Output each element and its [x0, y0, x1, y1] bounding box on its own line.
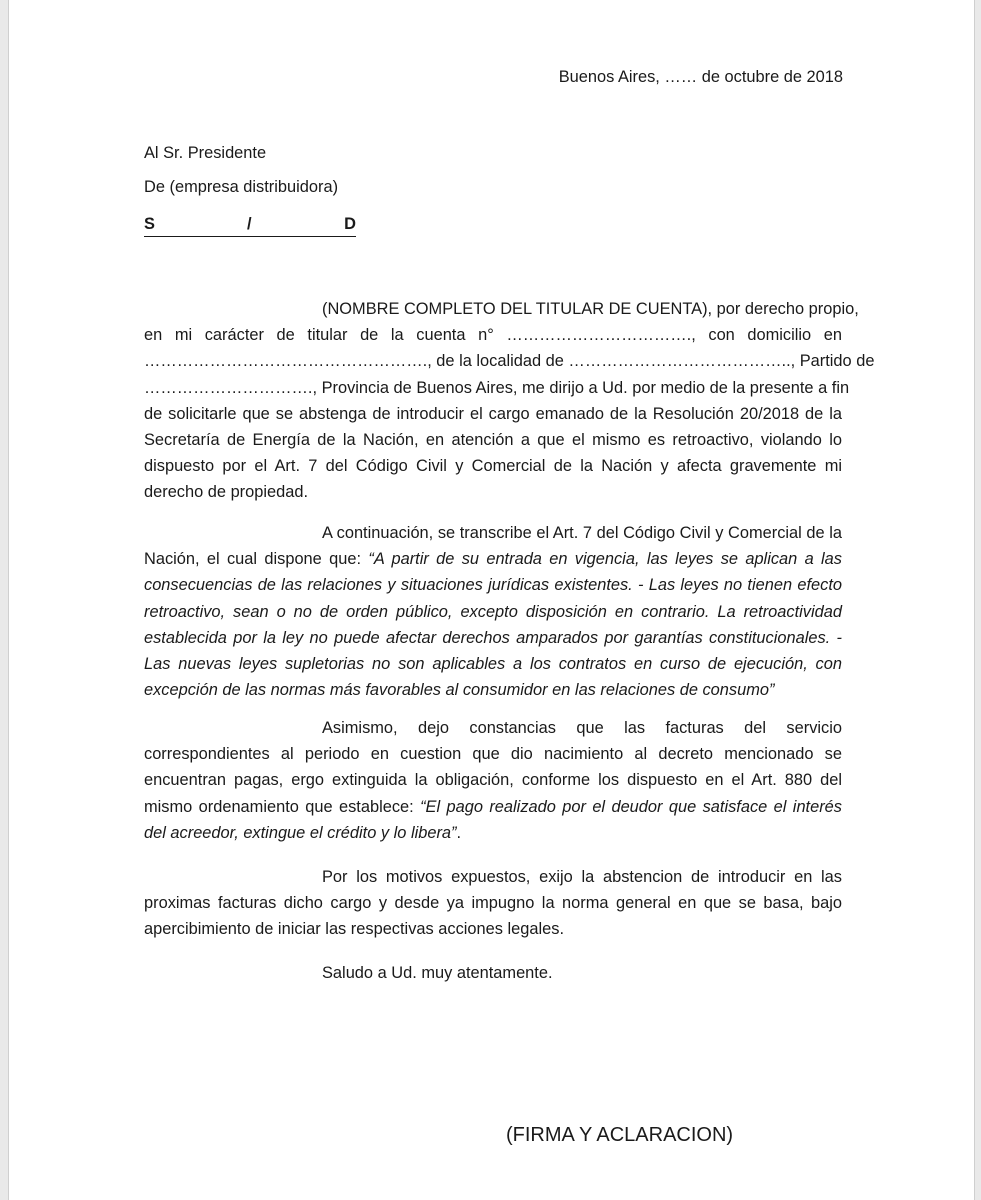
quote-line: consecuencias de las relaciones y situaciones jurídicas existentes. - Las leyes no tienen efecto [144, 576, 842, 595]
paragraph-line: A continuación, se transcribe el Art. 7 del Código Civil y Comercial de la [322, 524, 842, 542]
paragraph-line: Asimismo, dejo constancias que las facturas del servicio [322, 719, 842, 737]
paragraph-line: Secretaría de Energía de la Nación, en atención a que el mismo es retroactivo, violando lo [144, 430, 842, 449]
recipient-line-1: Al Sr. Presidente [144, 144, 267, 162]
sd-slash: / [247, 215, 252, 233]
paragraph-article-7 [144, 520, 842, 703]
letter-page [8, 0, 975, 1200]
sd-s: S [144, 215, 155, 233]
paragraph-line: Por los motivos expuestos, exijo la abstencion de introducir en las [322, 868, 842, 886]
paragraph-line: encuentran pagas, ergo extinguida la obligación, conforme los dispuesto en el Art. 880 del [144, 771, 842, 790]
paragraph-line: en mi carácter de titular de la cuenta n° ……………………………., con domicilio en [144, 326, 842, 345]
article-880-intro: mismo ordenamiento que establece: [144, 797, 421, 816]
recipient-line-2: De (empresa distribuidora) [144, 178, 339, 196]
paragraph-line: proximas facturas dicho cargo y desde ya impugno la norma general en que se basa, bajo [144, 894, 842, 913]
quote-end: . [456, 823, 462, 842]
quote-line: retroactivo, sean o no de orden público, excepto disposición en contrario. La retroactividad [144, 602, 842, 621]
quote-line: establecida por la ley no puede afectar derechos amparados por garantías constitucionales. - [144, 628, 842, 647]
sd-d: D [344, 215, 356, 233]
paragraph-line [144, 820, 842, 846]
paragraph-request [144, 296, 875, 506]
quote-line: excepción de las normas más favorables al consumidor en las relaciones de consumo” [144, 681, 775, 700]
paragraph-line: correspondientes al periodo en cuestion que dio nacimiento al decreto mencionado se [144, 745, 842, 764]
paragraph-demand [144, 864, 842, 943]
su-despacho-line [144, 212, 356, 237]
paragraph-line: dispuesto por el Art. 7 del Código Civil y Comercial de la Nación y afecta gravemente mi [144, 457, 842, 476]
quote-line: Las nuevas leyes supletorias no son aplicables a los contratos en curso de ejecución, con [144, 654, 842, 673]
paragraph-line [144, 794, 842, 820]
closing-salutation: Saludo a Ud. muy atentamente. [322, 964, 553, 982]
paragraph-line: …………………………., Provincia de Buenos Aires, me dirijo a Ud. por medio de la presente a fin [144, 378, 850, 397]
paragraph-payment [144, 715, 842, 846]
date-line: Buenos Aires, …… de octubre de 2018 [558, 68, 843, 86]
quote-text: del acreedor, extingue el crédito y lo libera” [144, 823, 457, 842]
quote-text: “A partir de su entrada en vigencia, las leyes se aplican a las [368, 550, 842, 569]
paragraph-line: (NOMBRE COMPLETO DEL TITULAR DE CUENTA), por derecho propio, [322, 300, 859, 318]
paragraph-line [144, 546, 842, 572]
quote-intro: Nación, el cual dispone que: [144, 550, 369, 569]
paragraph-line: de solicitarle que se abstenga de introducir el cargo emanado de la Resolución 20/2018 de la [144, 404, 842, 423]
paragraph-line: derecho de propiedad. [144, 483, 309, 502]
quote-text: “El pago realizado por el deudor que satisface el interés [420, 797, 842, 816]
paragraph-line: ……………………………………………., de la localidad de ………………………………….., Partido de [144, 352, 875, 371]
signature-placeholder: (FIRMA Y ACLARACION) [506, 1124, 734, 1146]
paragraph-line: apercibimiento de iniciar las respectivas acciones legales. [144, 920, 564, 939]
